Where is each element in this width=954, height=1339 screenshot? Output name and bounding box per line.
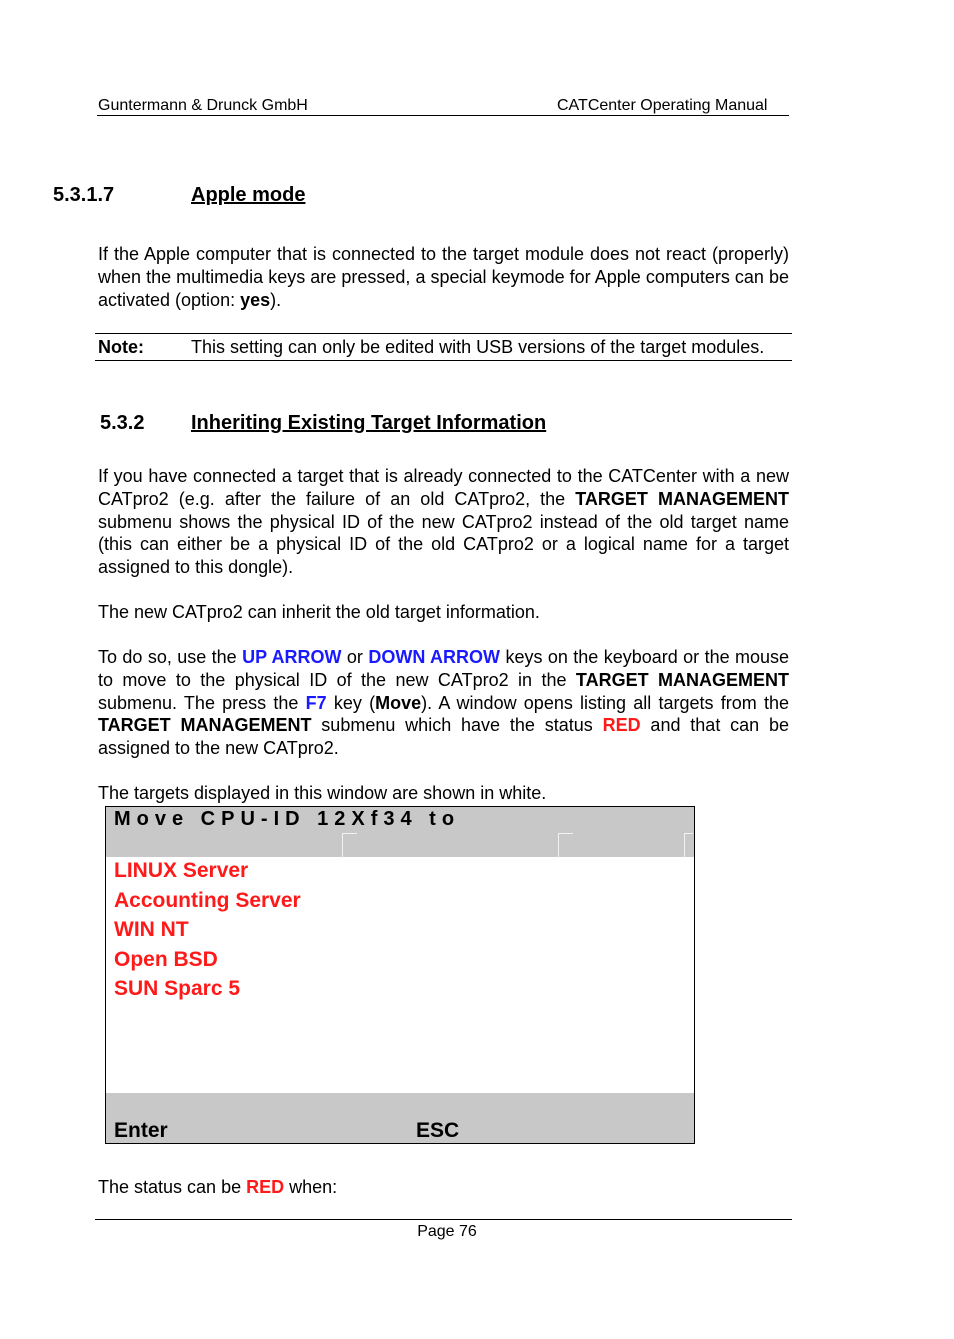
bold-text: yes	[240, 289, 271, 310]
list-item[interactable]: SUN Sparc 5	[114, 977, 241, 1001]
section-number: 5.3.2	[100, 412, 145, 434]
header-manual-title: CATCenter Operating Manual	[557, 97, 768, 114]
footer-rule	[95, 1219, 792, 1220]
dialog-title: Move CPU-ID 12Xf34 to	[114, 808, 461, 830]
text-run: keys on the keyboard or the mouse to move to the physical ID of the new CATpro2 in the	[98, 647, 790, 690]
bold-text: Move	[375, 692, 422, 713]
section-title	[191, 412, 546, 435]
list-item[interactable]: LINUX Server	[114, 859, 249, 882]
key-f7: F7	[305, 692, 327, 713]
column-divider	[342, 833, 357, 858]
bold-text: TARGET MANAGEMENT	[98, 715, 312, 736]
paragraph	[98, 1176, 789, 1199]
bold-text: TARGET MANAGEMENT	[575, 488, 789, 509]
text-run: submenu. The press the	[98, 692, 306, 713]
esc-button[interactable]: ESC	[416, 1119, 460, 1142]
list-item[interactable]: Accounting Server	[114, 888, 301, 912]
header-rule	[97, 115, 789, 116]
text-run: If the Apple computer that is connected to the target module does not react (properly) when the multimedia keys are pressed, a special keymode for Apple computers can be activated (option:	[98, 244, 789, 310]
target-list	[114, 856, 301, 1004]
text-run: ). A window opens listing all targets from the	[421, 692, 789, 713]
header-company: Guntermann & Drunck GmbH	[98, 97, 308, 114]
enter-button[interactable]: Enter	[114, 1119, 168, 1142]
text-run: when:	[284, 1177, 338, 1197]
note	[98, 337, 790, 358]
paragraph	[98, 243, 789, 311]
list-item[interactable]: WIN NT	[114, 918, 189, 942]
dialog-footer	[106, 1093, 694, 1143]
text-run: submenu shows the physical ID of the new CATpro2 instead of the old target name (this can either be a physical ID of the old CATpro2 or a logical name for a target assigned to this dongle).	[98, 511, 789, 578]
page-number: Page 76	[417, 1223, 477, 1240]
note-text: This setting can only be edited with USB versions of the target modules.	[191, 337, 765, 357]
text-run: If you have connected a target that is already connected to the CATCenter with a new CATpro2 (e.g. after the failure of an old CATpro2, the	[98, 466, 789, 509]
note-label: Note:	[98, 337, 144, 357]
note-top-rule	[95, 333, 792, 334]
move-dialog	[105, 806, 695, 1144]
note-bottom-rule	[95, 360, 792, 361]
list-item[interactable]: Open BSD	[114, 947, 218, 971]
paragraph	[98, 465, 789, 579]
key-up-arrow: UP ARROW	[242, 647, 342, 667]
key-down-arrow: DOWN ARROW	[368, 647, 501, 667]
dialog-titlebar	[106, 807, 694, 857]
text-run: key (	[326, 692, 376, 713]
paragraph	[98, 646, 789, 760]
text-run: submenu which have the status	[311, 715, 603, 736]
text-run: To do so, use the	[98, 647, 243, 667]
paragraph: The new CATpro2 can inherit the old target information.	[98, 602, 540, 622]
status-red: RED	[602, 715, 641, 736]
section-title-text: Apple mode	[191, 184, 306, 206]
text-run: The status can be	[98, 1177, 247, 1197]
paragraph: The targets displayed in this window are shown in white.	[98, 783, 547, 803]
bold-text: TARGET MANAGEMENT	[575, 669, 789, 690]
status-red: RED	[246, 1177, 285, 1197]
column-divider	[684, 833, 693, 858]
section-title	[191, 184, 305, 207]
text-run: ).	[270, 289, 282, 310]
text-run: or	[341, 647, 369, 667]
text-run: and that can be assigned to the new CATpro2.	[98, 715, 790, 759]
section-title-text: Inheriting Existing Target Information	[191, 412, 547, 434]
column-divider	[558, 833, 573, 858]
section-number: 5.3.1.7	[53, 184, 115, 206]
